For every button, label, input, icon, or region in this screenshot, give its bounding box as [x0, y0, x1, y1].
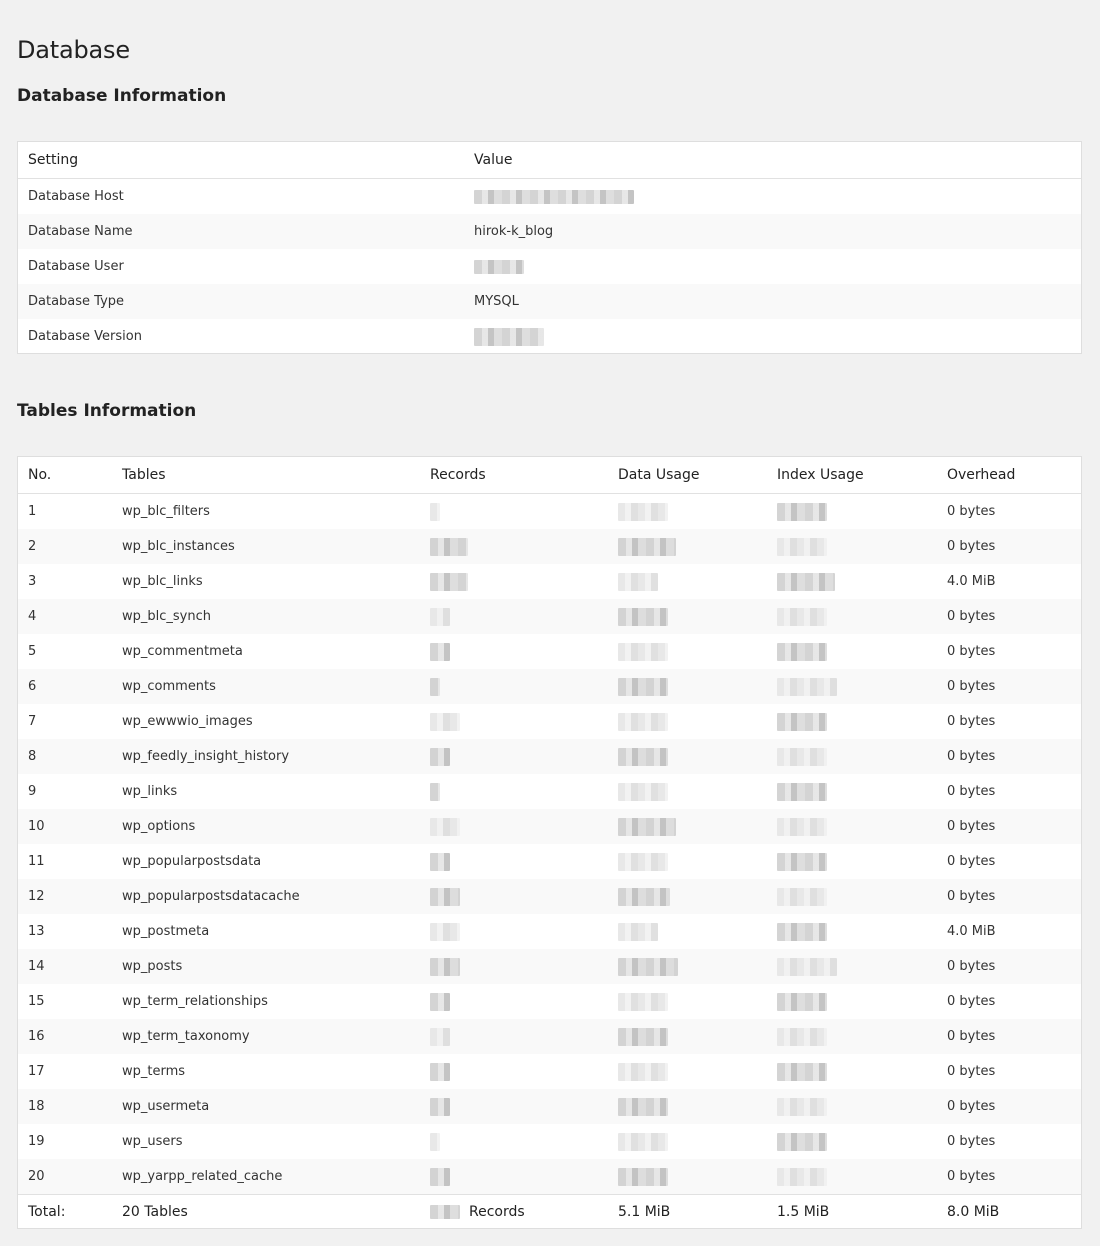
setting-label: Database Host	[28, 189, 124, 204]
redacted-value	[430, 958, 460, 976]
records-cell	[430, 774, 440, 809]
setting-label: Database Name	[28, 224, 133, 239]
records-cell	[430, 984, 450, 1019]
total-row	[18, 1194, 1081, 1229]
data-usage-cell	[618, 984, 668, 1019]
total-tables: 20 Tables	[122, 1204, 188, 1220]
row-number: 18	[28, 1099, 45, 1114]
data-usage-cell	[618, 634, 668, 669]
data-usage-cell	[618, 1159, 668, 1194]
index-usage-cell	[777, 634, 827, 669]
records-cell	[430, 494, 440, 529]
table-row	[18, 529, 1081, 564]
redacted-value	[777, 1168, 827, 1186]
table-name: wp_usermeta	[122, 1099, 210, 1114]
redacted-value	[618, 573, 658, 591]
redacted-value	[430, 923, 460, 941]
overhead-cell: 0 bytes	[947, 819, 996, 834]
index-usage-cell	[777, 1089, 827, 1124]
redacted-value	[430, 818, 460, 836]
setting-label: Database Version	[28, 329, 142, 344]
records-cell	[430, 1089, 450, 1124]
table-name: wp_yarpp_related_cache	[122, 1169, 283, 1184]
table-row	[18, 599, 1081, 634]
records-cell	[430, 1019, 450, 1054]
row-number: 19	[28, 1134, 45, 1149]
index-usage-cell	[777, 914, 827, 949]
overhead-cell: 0 bytes	[947, 679, 996, 694]
records-cell	[430, 704, 460, 739]
redacted-value	[777, 608, 827, 626]
table-name: wp_blc_filters	[122, 504, 210, 519]
database-info-rows	[18, 179, 1081, 354]
redacted-value	[430, 748, 450, 766]
index-usage-cell	[777, 1019, 827, 1054]
records-cell	[430, 879, 460, 914]
table-row	[18, 284, 1081, 319]
row-number: 14	[28, 959, 45, 974]
redacted-value	[777, 958, 837, 976]
data-usage-cell	[618, 949, 678, 984]
row-number: 10	[28, 819, 45, 834]
redacted-value	[777, 573, 835, 591]
table-row	[18, 809, 1081, 844]
redacted-value	[474, 190, 634, 204]
overhead-cell: 4.0 MiB	[947, 924, 996, 939]
column-header-setting: Setting	[28, 152, 79, 168]
redacted-value	[777, 783, 827, 801]
redacted-value	[618, 783, 668, 801]
overhead-cell: 0 bytes	[947, 1064, 996, 1079]
row-number: 15	[28, 994, 45, 1009]
redacted-value	[430, 888, 460, 906]
tables-info-rows	[18, 494, 1081, 1194]
index-usage-cell	[777, 844, 827, 879]
redacted-value	[430, 608, 450, 626]
redacted-value	[618, 748, 668, 766]
redacted-value	[777, 888, 827, 906]
table-header-row	[18, 457, 1081, 494]
index-usage-cell	[777, 774, 827, 809]
table-name: wp_popularpostsdatacache	[122, 889, 300, 904]
row-number: 3	[28, 574, 37, 589]
index-usage-cell	[777, 1124, 827, 1159]
redacted-value	[777, 1028, 827, 1046]
table-row	[18, 1159, 1081, 1194]
column-header-data-usage: Data Usage	[618, 467, 700, 483]
index-usage-cell	[777, 1054, 827, 1089]
index-usage-cell	[777, 564, 835, 599]
database-information-table	[17, 141, 1082, 354]
overhead-cell: 0 bytes	[947, 1099, 996, 1114]
index-usage-cell	[777, 494, 827, 529]
row-number: 20	[28, 1169, 45, 1184]
table-name: wp_links	[122, 784, 178, 799]
data-usage-cell	[618, 669, 668, 704]
index-usage-cell	[777, 984, 827, 1019]
table-row	[18, 214, 1081, 249]
data-usage-cell	[618, 1124, 668, 1159]
data-usage-cell	[618, 1019, 668, 1054]
index-usage-cell	[777, 809, 827, 844]
data-usage-cell	[618, 809, 676, 844]
total-label: Total:	[28, 1204, 66, 1220]
data-usage-cell	[618, 844, 668, 879]
records-cell	[430, 914, 460, 949]
overhead-cell: 0 bytes	[947, 539, 996, 554]
table-name: wp_commentmeta	[122, 644, 243, 659]
database-information-heading: Database Information	[17, 86, 227, 106]
data-usage-cell	[618, 599, 668, 634]
redacted-value	[777, 713, 827, 731]
table-row	[18, 179, 1081, 214]
table-row	[18, 879, 1081, 914]
redacted-value	[430, 853, 450, 871]
table-name: wp_blc_instances	[122, 539, 235, 554]
redacted-value	[618, 1168, 668, 1186]
redacted-value	[777, 1133, 827, 1151]
column-header-tables: Tables	[122, 467, 166, 483]
table-name: wp_comments	[122, 679, 216, 694]
setting-label: Database User	[28, 259, 124, 274]
row-number: 7	[28, 714, 37, 729]
table-name: wp_ewwwio_images	[122, 714, 253, 729]
overhead-cell: 0 bytes	[947, 994, 996, 1009]
table-row	[18, 984, 1081, 1019]
overhead-cell: 0 bytes	[947, 644, 996, 659]
table-name: wp_terms	[122, 1064, 186, 1079]
data-usage-cell	[618, 704, 668, 739]
redacted-value	[618, 1028, 668, 1046]
records-cell	[430, 1124, 440, 1159]
redacted-value	[430, 1028, 450, 1046]
table-row	[18, 1089, 1081, 1124]
records-cell	[430, 809, 460, 844]
index-usage-cell	[777, 739, 827, 774]
row-number: 16	[28, 1029, 45, 1044]
total-records-suffix: Records	[469, 1204, 525, 1220]
row-number: 13	[28, 924, 45, 939]
setting-value	[474, 319, 544, 354]
redacted-value	[430, 538, 468, 556]
row-number: 1	[28, 504, 37, 519]
total-overhead: 8.0 MiB	[947, 1204, 1000, 1220]
index-usage-cell	[777, 669, 837, 704]
table-name: wp_term_taxonomy	[122, 1029, 250, 1044]
redacted-value	[430, 1205, 460, 1219]
redacted-value	[618, 958, 678, 976]
redacted-value	[430, 1168, 450, 1186]
table-name: wp_options	[122, 819, 196, 834]
overhead-cell: 0 bytes	[947, 714, 996, 729]
records-cell	[430, 634, 450, 669]
index-usage-cell	[777, 879, 827, 914]
overhead-cell: 0 bytes	[947, 1134, 996, 1149]
redacted-value	[430, 678, 440, 696]
table-row	[18, 914, 1081, 949]
records-cell	[430, 564, 468, 599]
table-row	[18, 774, 1081, 809]
column-header-index-usage: Index Usage	[777, 467, 864, 483]
table-header-row	[18, 142, 1081, 179]
table-row	[18, 739, 1081, 774]
table-row	[18, 319, 1081, 354]
column-header-overhead: Overhead	[947, 467, 1016, 483]
redacted-value	[474, 260, 524, 274]
data-usage-cell	[618, 564, 658, 599]
tables-information-heading: Tables Information	[17, 401, 197, 421]
redacted-value	[777, 748, 827, 766]
table-row	[18, 1124, 1081, 1159]
table-row	[18, 669, 1081, 704]
table-name: wp_blc_synch	[122, 609, 211, 624]
row-number: 2	[28, 539, 37, 554]
table-name: wp_users	[122, 1134, 183, 1149]
setting-value	[474, 179, 634, 214]
data-usage-cell	[618, 1089, 668, 1124]
index-usage-cell	[777, 599, 827, 634]
setting-value: hirok-k_blog	[474, 224, 554, 239]
overhead-cell: 0 bytes	[947, 854, 996, 869]
overhead-cell: 0 bytes	[947, 784, 996, 799]
tables-information-table	[17, 456, 1082, 1229]
data-usage-cell	[618, 774, 668, 809]
records-cell	[430, 599, 450, 634]
redacted-value	[777, 1098, 827, 1116]
records-cell	[430, 1159, 450, 1194]
table-row	[18, 634, 1081, 669]
row-number: 9	[28, 784, 37, 799]
table-name: wp_popularpostsdata	[122, 854, 262, 869]
redacted-value	[618, 993, 668, 1011]
index-usage-cell	[777, 949, 837, 984]
redacted-value	[618, 1133, 668, 1151]
redacted-value	[777, 818, 827, 836]
redacted-value	[430, 643, 450, 661]
table-name: wp_term_relationships	[122, 994, 268, 1009]
redacted-value	[618, 1098, 668, 1116]
setting-label: Database Type	[28, 294, 125, 309]
row-number: 6	[28, 679, 37, 694]
records-cell	[430, 949, 460, 984]
setting-value: MYSQL	[474, 294, 519, 309]
redacted-value	[618, 888, 670, 906]
redacted-value	[430, 993, 450, 1011]
redacted-value	[430, 1063, 450, 1081]
row-number: 11	[28, 854, 45, 869]
table-row	[18, 494, 1081, 529]
redacted-value	[777, 643, 827, 661]
overhead-cell: 0 bytes	[947, 1029, 996, 1044]
overhead-cell: 4.0 MiB	[947, 574, 996, 589]
overhead-cell: 0 bytes	[947, 889, 996, 904]
overhead-cell: 0 bytes	[947, 504, 996, 519]
redacted-value	[777, 538, 827, 556]
records-cell	[430, 739, 450, 774]
records-cell	[430, 669, 440, 704]
overhead-cell: 0 bytes	[947, 749, 996, 764]
redacted-value	[777, 923, 827, 941]
table-row	[18, 1054, 1081, 1089]
redacted-value	[618, 818, 676, 836]
redacted-value	[430, 573, 468, 591]
row-number: 12	[28, 889, 45, 904]
setting-value	[474, 249, 524, 284]
redacted-value	[618, 678, 668, 696]
table-name: wp_posts	[122, 959, 183, 974]
data-usage-cell	[618, 494, 668, 529]
column-header-value: Value	[474, 152, 513, 168]
table-name: wp_blc_links	[122, 574, 203, 589]
redacted-value	[618, 713, 668, 731]
column-header-no: No.	[28, 467, 52, 483]
index-usage-cell	[777, 704, 827, 739]
row-number: 5	[28, 644, 37, 659]
data-usage-cell	[618, 914, 658, 949]
page-title: Database	[17, 36, 130, 64]
index-usage-cell	[777, 529, 827, 564]
row-number: 4	[28, 609, 37, 624]
redacted-value	[430, 1133, 440, 1151]
redacted-value	[777, 503, 827, 521]
redacted-value	[430, 783, 440, 801]
redacted-value	[777, 993, 827, 1011]
redacted-value	[777, 853, 827, 871]
data-usage-cell	[618, 739, 668, 774]
redacted-value	[777, 678, 837, 696]
table-row	[18, 249, 1081, 284]
redacted-value	[618, 1063, 668, 1081]
overhead-cell: 0 bytes	[947, 959, 996, 974]
index-usage-cell	[777, 1159, 827, 1194]
table-row	[18, 704, 1081, 739]
redacted-value	[777, 1063, 827, 1081]
records-cell	[430, 1054, 450, 1089]
records-cell	[430, 529, 468, 564]
redacted-value	[430, 713, 460, 731]
overhead-cell: 0 bytes	[947, 609, 996, 624]
redacted-value	[618, 923, 658, 941]
table-row	[18, 1019, 1081, 1054]
redacted-value	[618, 853, 668, 871]
total-records	[430, 1195, 525, 1229]
data-usage-cell	[618, 879, 670, 914]
row-number: 17	[28, 1064, 45, 1079]
table-name: wp_feedly_insight_history	[122, 749, 290, 764]
redacted-value	[618, 608, 668, 626]
redacted-value	[430, 503, 440, 521]
table-row	[18, 564, 1081, 599]
redacted-value	[618, 538, 676, 556]
total-data-usage: 5.1 MiB	[618, 1204, 671, 1220]
redacted-value	[474, 328, 544, 346]
records-cell	[430, 844, 450, 879]
redacted-value	[618, 643, 668, 661]
table-row	[18, 844, 1081, 879]
column-header-records: Records	[430, 467, 486, 483]
redacted-value	[430, 1098, 450, 1116]
overhead-cell: 0 bytes	[947, 1169, 996, 1184]
data-usage-cell	[618, 1054, 668, 1089]
row-number: 8	[28, 749, 37, 764]
table-row	[18, 949, 1081, 984]
table-name: wp_postmeta	[122, 924, 210, 939]
redacted-value	[618, 503, 668, 521]
total-index-usage: 1.5 MiB	[777, 1204, 830, 1220]
data-usage-cell	[618, 529, 676, 564]
